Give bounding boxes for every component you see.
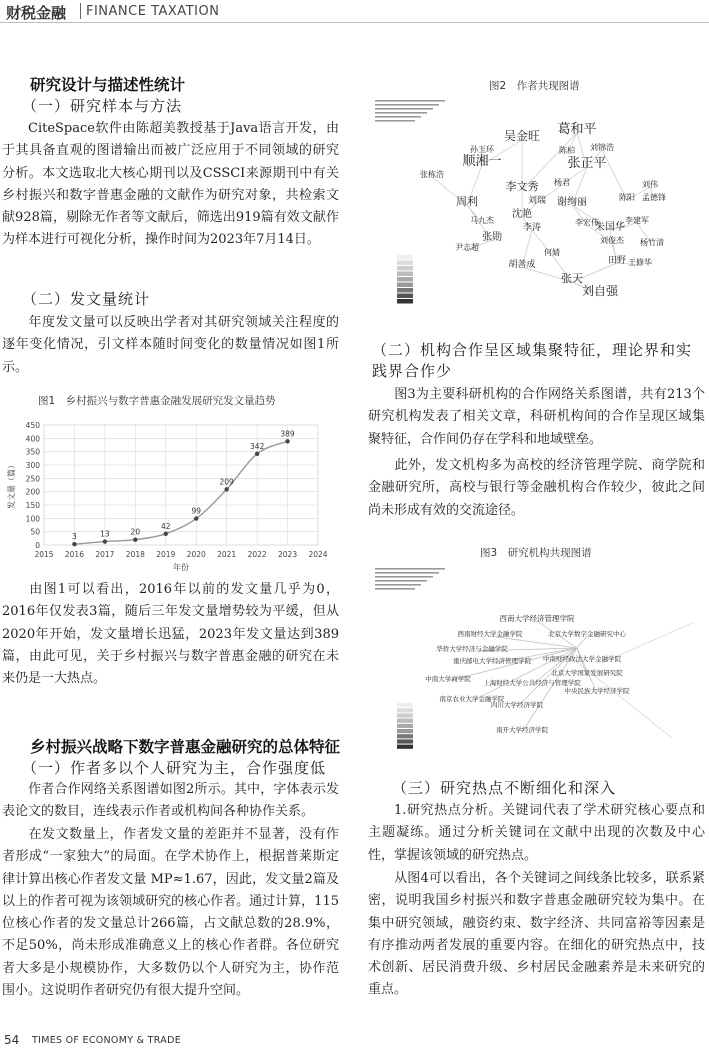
software-info-line (375, 572, 439, 574)
author-node-label: 张勋 (482, 232, 502, 243)
author-node-label: 田野 (607, 256, 627, 266)
x-tick-label: 2023 (278, 550, 298, 559)
paragraph-core-authors-text: 在发文数量上，作者发文量的差距并不显著，没有作者形成“一家独大”的局面。在学术协作上，根据普莱斯定律计算出核心作者发文量 MP≈1.67，因此，发文量2篇及以上的作者可视为该领域研究的核心作者。通过计算，115 位核心作者的发文量总计266篇，占文献总数的28.9%，不足50%，尚未形成准确意义上的核心作者群。各位研究者大多是小规模协作，大多数仍以个人研究为主，协作范围小。这说明作者研究仍有很大提升空间。 (2, 827, 339, 999)
y-axis-title: 发文量（篇） (7, 461, 16, 509)
timeline-legend-swatch (397, 283, 413, 288)
software-info-line (375, 576, 433, 578)
figure-2-caption: 图2 作者共现图谱 (489, 80, 580, 92)
header-column-name-en: FINANCE TAXATION (86, 4, 220, 19)
timeline-legend-swatch (397, 294, 413, 299)
y-tick-label: 300 (25, 461, 40, 470)
author-node-label: 谢绚丽 (557, 197, 587, 208)
data-label: 99 (191, 506, 201, 516)
timeline-legend-swatch (397, 288, 413, 293)
institution-node-label: 上海财经大学公共经济与管理学院 (483, 679, 581, 687)
software-info-line (375, 100, 445, 102)
data-point (133, 537, 137, 541)
paragraph-count (2, 312, 339, 379)
paragraph-sample-text: CiteSpace软件由陈超美教授基于Java语言开发，由于其具备直观的图谱输出而被广泛应用于不同领域的研究分析。本文选取北大核心期刊以及CSSCI来源期刊中有关乡村振兴和数字普惠金融的文献作为研究对象，共检索文献928篇，剔除无作者等文献后，筛选出919篇有效文献作为样本进行可视化分析，操作时间为2023年7月14日。 (2, 121, 339, 248)
timeline-legend-swatch (397, 739, 413, 743)
page-header (0, 0, 709, 23)
author-node-label: 葛和平 (557, 122, 597, 137)
figure-3-institution-network (372, 563, 702, 758)
section-title-features: 乡村振兴战略下数字普惠金融研究的总体特征 (30, 738, 341, 756)
software-info-line (375, 584, 421, 586)
institution-node-label: 南京农业大学金融学院 (439, 695, 505, 703)
author-node-label: 胡善成 (508, 260, 536, 270)
timeline-legend-swatch (397, 734, 413, 738)
y-tick-label: 250 (25, 474, 40, 484)
data-point (224, 487, 228, 491)
paragraph-hotspot-analysis (368, 800, 705, 867)
paragraph-sample (2, 118, 339, 252)
author-node-label: 王修华 (628, 258, 652, 267)
timeline-legend-swatch (397, 277, 413, 282)
timeline-legend-swatch (397, 745, 413, 749)
y-tick-label: 450 (25, 421, 40, 430)
author-node-label: 张正平 (567, 156, 607, 171)
author-node-label: 孟德锋 (642, 193, 666, 202)
author-node-label: 尹志超 (455, 243, 479, 252)
x-tick-label: 2017 (95, 550, 115, 559)
author-node-label: 陈柏 (559, 146, 575, 155)
software-info-line (375, 112, 427, 114)
timeline-legend-swatch (397, 724, 413, 728)
y-tick-label: 150 (25, 501, 40, 510)
x-tick-label: 2020 (186, 550, 206, 559)
author-node-label: 刘锦浩 (590, 143, 614, 152)
y-tick-label: 100 (25, 514, 40, 524)
subsection-title-sample: （一）研究样本与方法 (22, 97, 183, 115)
author-node-label: 刘自强 (581, 284, 619, 298)
paragraph-institution-types-text: 此外，发文机构多为高校的经济管理学院、商学院和金融研究所，高校与银行等金融机构合作较少，彼此之间尚未形成有效的交流途径。 (368, 458, 705, 518)
author-node-label: 吴金旺 (503, 129, 541, 143)
data-label: 3 (72, 532, 77, 542)
x-tick-label: 2021 (217, 550, 237, 559)
figure-1-caption: 图1 乡村振兴与数字普惠金融发展研究发文量趋势 (38, 395, 276, 407)
author-node-label: 周利 (456, 195, 478, 208)
software-info-line (375, 116, 421, 118)
section-title-design: 研究设计与描述性统计 (30, 76, 186, 94)
institution-node-label: 中南财经政法大学金融学院 (543, 655, 621, 663)
author-node-label: 马九杰 (470, 216, 494, 225)
paragraph-keywords-text: 从图4可以看出，各个关键词之间线条比较多，联系紧密，说明我国乡村振兴和数字普惠金融研究较为集中。在集中研究领域，融资约束、数字经济、共同富裕等因素是有序推动两者发展的重要内容。在细化的研究热点中，技术创新、居民消费升级、乡村居民金融素养是未来研究的重点。 (368, 871, 705, 998)
data-label: 42 (161, 521, 171, 531)
subsection-title-institutions: （二）机构合作呈区域集聚特征，理论界和实践界合作少 (372, 341, 693, 380)
software-info-line (375, 108, 433, 110)
software-info-line (375, 588, 415, 590)
software-info-line (375, 104, 439, 106)
y-tick-label: 50 (30, 527, 40, 537)
data-point (164, 532, 168, 536)
paragraph-author-network-text: 作者合作网络关系图谱如图2所示。其中，字体表示发表论文的数目，连线表示作者或机构间各种协作关系。 (2, 782, 339, 820)
timeline-legend-swatch (397, 266, 413, 271)
software-info-line (375, 568, 445, 570)
institution-node-label: 华侨大学经济与金融学院 (436, 645, 508, 653)
paragraph-hotspot-analysis-text: 1.研究热点分析。关键词代表了学术研究核心要点和主题凝练。通过分析关键词在文献中出现的次数及中心性，掌握该领域的研究热点。 (368, 803, 705, 863)
timeline-legend-swatch (397, 719, 413, 723)
figure-2-author-network (372, 95, 702, 320)
data-label: 20 (130, 527, 141, 537)
institution-node-label: 南开大学经济学院 (496, 726, 548, 734)
header-divider (80, 3, 81, 19)
author-node-label: 陈阳 (619, 193, 635, 202)
paragraph-institution-types (368, 455, 705, 522)
author-node-label: 李建军 (625, 216, 649, 225)
data-label: 13 (100, 529, 110, 539)
page-number: 54 (4, 1033, 20, 1047)
y-tick-label: 350 (25, 447, 40, 457)
paragraph-institutions-text: 图3为主要科研机构的合作网络关系图谱，共有213个研究机构发表了相关文章，科研机构间的合作呈现区域集聚特征，合作间仍存在学科和地域壁垒。 (368, 387, 705, 447)
x-tick-label: 2024 (308, 550, 328, 559)
institution-node-label: 四川大学经济学院 (491, 701, 543, 709)
paragraph-keywords (368, 868, 705, 1002)
x-tick-label: 2022 (247, 550, 267, 559)
y-tick-label: 0 (35, 541, 40, 550)
timeline-legend-swatch (397, 261, 413, 266)
author-node-label: 杨竹清 (640, 238, 664, 247)
timeline-legend-swatch (397, 713, 413, 717)
y-tick-label: 200 (25, 487, 40, 497)
data-point (285, 439, 289, 443)
data-point (72, 542, 76, 546)
journal-name: TIMES OF ECONOMY & TRADE (32, 1035, 181, 1046)
author-node-label: 刘瑞 (527, 196, 547, 206)
header-column-name: 财税金融 (6, 4, 67, 22)
paragraph-core-authors (2, 824, 339, 1002)
data-label: 342 (249, 441, 265, 451)
y-tick-label: 400 (25, 434, 40, 444)
author-node-label: 李涛 (522, 223, 542, 233)
institution-node-label: 重庆邮电大学经济管理学院 (453, 657, 531, 665)
subsection-title-count: （二）发文量统计 (22, 290, 151, 308)
figure-3-network-canvas (372, 563, 702, 758)
x-tick-label: 2016 (64, 550, 84, 559)
author-node-label: 顺湘一 (462, 154, 502, 169)
paragraph-fig1-analysis-text: 由图1可以看出，2016年以前的发文量几乎为0，2016年仅发表3篇，随后三年发文量增势较为平缓，但从2020年开始，发文量增长迅猛，2023年发文量达到389篇，由此可见，关于乡村振兴与数字普惠金融的研究在未来仍是一大热点。 (2, 582, 339, 687)
author-node-label: 李文秀 (505, 180, 539, 193)
x-tick-label: 2019 (156, 550, 176, 559)
institution-node-label: 中央民族大学经济学院 (564, 687, 630, 695)
author-node-label: 朱国华 (595, 222, 625, 233)
institution-node-label: 西南大学经济管理学院 (499, 614, 575, 623)
figure-1-chart (0, 405, 340, 575)
software-info-line (375, 120, 415, 122)
author-node-label: 张栋浩 (420, 170, 444, 179)
paragraph-count-text: 年度发文量可以反映出学者对其研究领域关注程度的逐年变化情况，引文样本随时间变化的数量情况如图1所示。 (2, 315, 339, 375)
institution-node-label: 中南大学商学院 (425, 675, 471, 683)
data-point (103, 539, 107, 543)
timeline-legend-swatch (397, 729, 413, 733)
author-node-label: 何婧 (544, 248, 560, 257)
institution-node-label: 北京大学数字金融研究中心 (548, 630, 626, 638)
institution-node-label: 北京大学国家发展研究院 (551, 669, 623, 677)
timeline-legend-swatch (397, 272, 413, 277)
author-node-label: 杨君 (554, 178, 570, 187)
software-info-line (375, 580, 427, 582)
paragraph-fig1-analysis (2, 579, 339, 690)
author-node-label: 沈艳 (512, 209, 532, 220)
author-node-label: 孙玉环 (470, 145, 494, 154)
x-tick-label: 2015 (34, 550, 54, 559)
timeline-legend-swatch (397, 703, 413, 707)
subsection-title-authors: （一）作者多以个人研究为主，合作强度低 (22, 759, 327, 777)
x-tick-label: 2018 (125, 550, 145, 559)
timeline-legend-swatch (397, 299, 413, 304)
institution-node-label: 西南财经大学金融学院 (457, 630, 523, 638)
paragraph-institutions (368, 384, 705, 451)
author-node-label: 刘俊杰 (600, 236, 624, 245)
figure-3-caption: 图3 研究机构共现图谱 (480, 547, 592, 559)
x-axis-title: 年份 (173, 563, 189, 572)
figure-2-network-canvas (372, 95, 702, 320)
timeline-legend-swatch (397, 708, 413, 712)
author-node-label: 张天 (561, 272, 583, 285)
data-point (194, 516, 198, 520)
data-point (255, 452, 259, 456)
timeline-legend-swatch (397, 255, 413, 260)
author-node-label: 李宏伟 (575, 218, 599, 227)
data-label: 389 (280, 429, 295, 439)
data-label: 209 (219, 477, 234, 487)
paragraph-author-network (2, 779, 339, 824)
subsection-title-hotspots: （三）研究热点不断细化和深入 (392, 779, 617, 797)
author-node-label: 刘伟 (642, 180, 658, 189)
